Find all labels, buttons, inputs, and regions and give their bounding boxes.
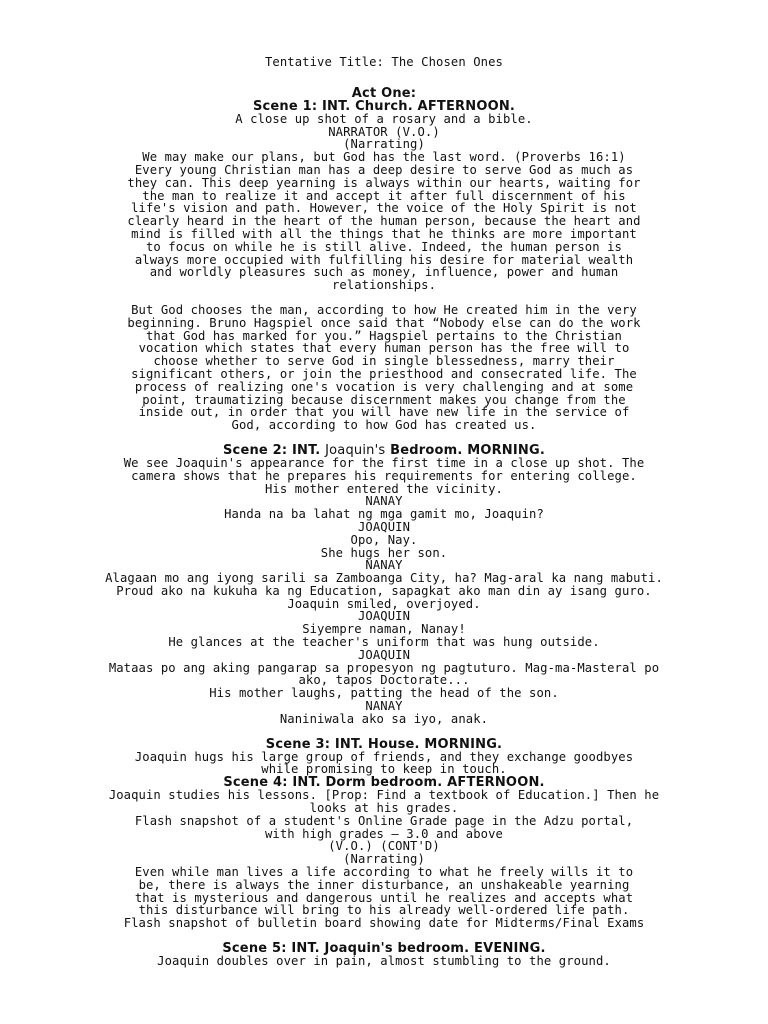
character-cue: JOAQUIN (357, 609, 411, 624)
script-line: Joaquin studies his lessons. [Prop: Find a textbook of Education.] Then he (108, 788, 660, 803)
act-heading: Act One: (351, 85, 417, 101)
dialogue-line: that is mysterious and dangerous until he realizes and accepts what (134, 890, 634, 905)
character-cue: JOAQUIN (357, 647, 411, 662)
dialogue-line: Handa na ba lahat ng mga gamit mo, Joaquin? (224, 507, 544, 522)
script-line: She hugs her son. (320, 545, 448, 560)
paragraph-line: Every young Christian man has a deep desire to serve God as much as (134, 162, 634, 177)
paragraph-line: life's vision and path. However, the voice of the Holy Spirit is not (131, 201, 637, 216)
paragraph-line: to focus on while he is still alive. Indeed, the human person is (146, 239, 622, 254)
paragraph-line: mind is filled with all the things that he thinks are more important (131, 226, 637, 241)
dialogue-line: Alagaan mo ang iyong sarili sa Zamboanga City, ha? Mag-aral ka nang mabuti. (105, 571, 663, 586)
scene3-heading: Scene 3: INT. House. MORNING. (265, 736, 503, 752)
dialogue-line: be, there is always the inner disturbance, an unshakeable yearning (138, 877, 630, 892)
paragraph-line: But God chooses the man, according to how He created him in the very (131, 302, 637, 317)
scene2-heading-part: Joaquin's (325, 442, 386, 458)
character-cue: JOAQUIN (357, 519, 411, 534)
paragraph-line: clearly heard in the heart of the human person, because the heart and (127, 214, 641, 229)
paragraph-line: beginning. Bruno Hagspiel once said that “Nobody else can do the work (127, 315, 641, 330)
script-line: He glances at the teacher's uniform that was hung outside. (168, 635, 600, 650)
paragraph-line: process of realizing one's vocation is very challenging and at some (134, 379, 634, 394)
script-line: with high grades – 3.0 and above (265, 826, 503, 841)
script-line: looks at his grades. (309, 801, 459, 816)
scene2-body (60, 457, 708, 726)
paragraph-line: that God has marked for you.” Hagspiel pertains to the Christian (146, 328, 622, 343)
tentative-title: Tentative Title: The Chosen Ones (265, 55, 503, 69)
screenplay-page (60, 56, 708, 968)
spacer (60, 726, 708, 738)
scene1-paragraph2 (60, 304, 708, 432)
paragraph-line: vocation which states that every human person has the free will to (138, 341, 630, 356)
paragraph-line: relationships. (331, 278, 437, 293)
script-line: We see Joaquin's appearance for the first time in a close up shot. The (123, 455, 645, 470)
dialogue-line: Even while man lives a life according to what he freely wills it to (134, 865, 634, 880)
dialogue-line: Mataas po ang aking pangarap sa propesyon ng pagtuturo. Mag-ma-Masteral po (108, 660, 660, 675)
script-line: Joaquin hugs his large group of friends, and they exchange goodbyes (134, 749, 634, 764)
script-line: while promising to keep in touch. (261, 762, 507, 777)
dialogue-line: this disturbance will bring to his already well-ordered life path. (138, 903, 630, 918)
dialogue-line: Siyempre naman, Nanay! (302, 622, 466, 637)
scene1-heading: Scene 1: INT. Church. AFTERNOON. (252, 98, 516, 114)
dialogue-line: Naniniwala ako sa iyo, anak. (279, 711, 489, 726)
dialogue-line: Opo, Nay. (350, 532, 418, 547)
paragraph-line: inside out, in order that you will have new life in the service of (138, 405, 630, 420)
script-line: Flash snapshot of a student's Online Grade page in the Adzu portal, (134, 813, 634, 828)
dialogue-line: Proud ako na kukuha ka ng Education, sapagkat ako man din ay isang guro. (116, 583, 652, 598)
scene2-heading-part: Scene 2: INT. (222, 442, 321, 458)
character-cue: (V.O.) (CONT'D) (328, 839, 440, 854)
scene1-parenthetical: (Narrating) (343, 137, 425, 152)
paragraph-line: choose whether to serve God in single blessedness, marry their (153, 354, 615, 369)
script-line: camera shows that he prepares his requirements for entering college. (131, 468, 637, 483)
script-line: Joaquin doubles over in pain, almost stumbling to the ground. (157, 954, 611, 969)
paragraph-line: always more occupied with fulfilling his desire for material wealth (134, 252, 634, 267)
character-cue: NANAY (365, 699, 403, 714)
paragraph-line: they can. This deep yearning is always within our hearts, waiting for (127, 175, 641, 190)
script-line: Flash snapshot of bulletin board showing date for Midterms/Final Exams (123, 916, 645, 931)
script-line: His mother entered the vicinity. (265, 481, 503, 496)
scene4-heading: Scene 4: INT. Dorm bedroom. AFTERNOON. (223, 775, 545, 791)
paragraph-line: significant others, or join the priesthood and consecrated life. The (131, 366, 637, 381)
character-cue: NANAY (365, 558, 403, 573)
dialogue-line: ako, tapos Doctorate... (298, 673, 470, 688)
paragraph-line: the man to realize it and accept it after full discernment of his (142, 188, 626, 203)
paragraph-line: We may make our plans, but God has the last word. (Proverbs 16:1) (142, 150, 626, 165)
scene4-body (60, 789, 708, 930)
parenthetical: (Narrating) (343, 852, 425, 867)
script-line: His mother laughs, patting the head of the son. (209, 686, 559, 701)
scene5-heading: Scene 5: INT. Joaquin's bedroom. EVENING. (222, 941, 546, 957)
paragraph-line: and worldly pleasures such as money, influence, power and human (149, 265, 619, 280)
scene1-speaker: NARRATOR (V.O.) (328, 124, 440, 139)
paragraph-line: point, traumatizing because discernment makes you change from the (142, 392, 626, 407)
scene2-heading-part: Bedroom. MORNING. (390, 442, 546, 458)
character-cue: NANAY (365, 494, 403, 509)
scene1-paragraph1 (60, 151, 708, 292)
script-line: Joaquin smiled, overjoyed. (287, 596, 481, 611)
paragraph-line: God, according to how God has created us. (231, 418, 537, 433)
spacer (60, 69, 708, 81)
scene2-heading (60, 444, 708, 457)
scene1-action: A close up shot of a rosary and a bible. (235, 111, 533, 126)
